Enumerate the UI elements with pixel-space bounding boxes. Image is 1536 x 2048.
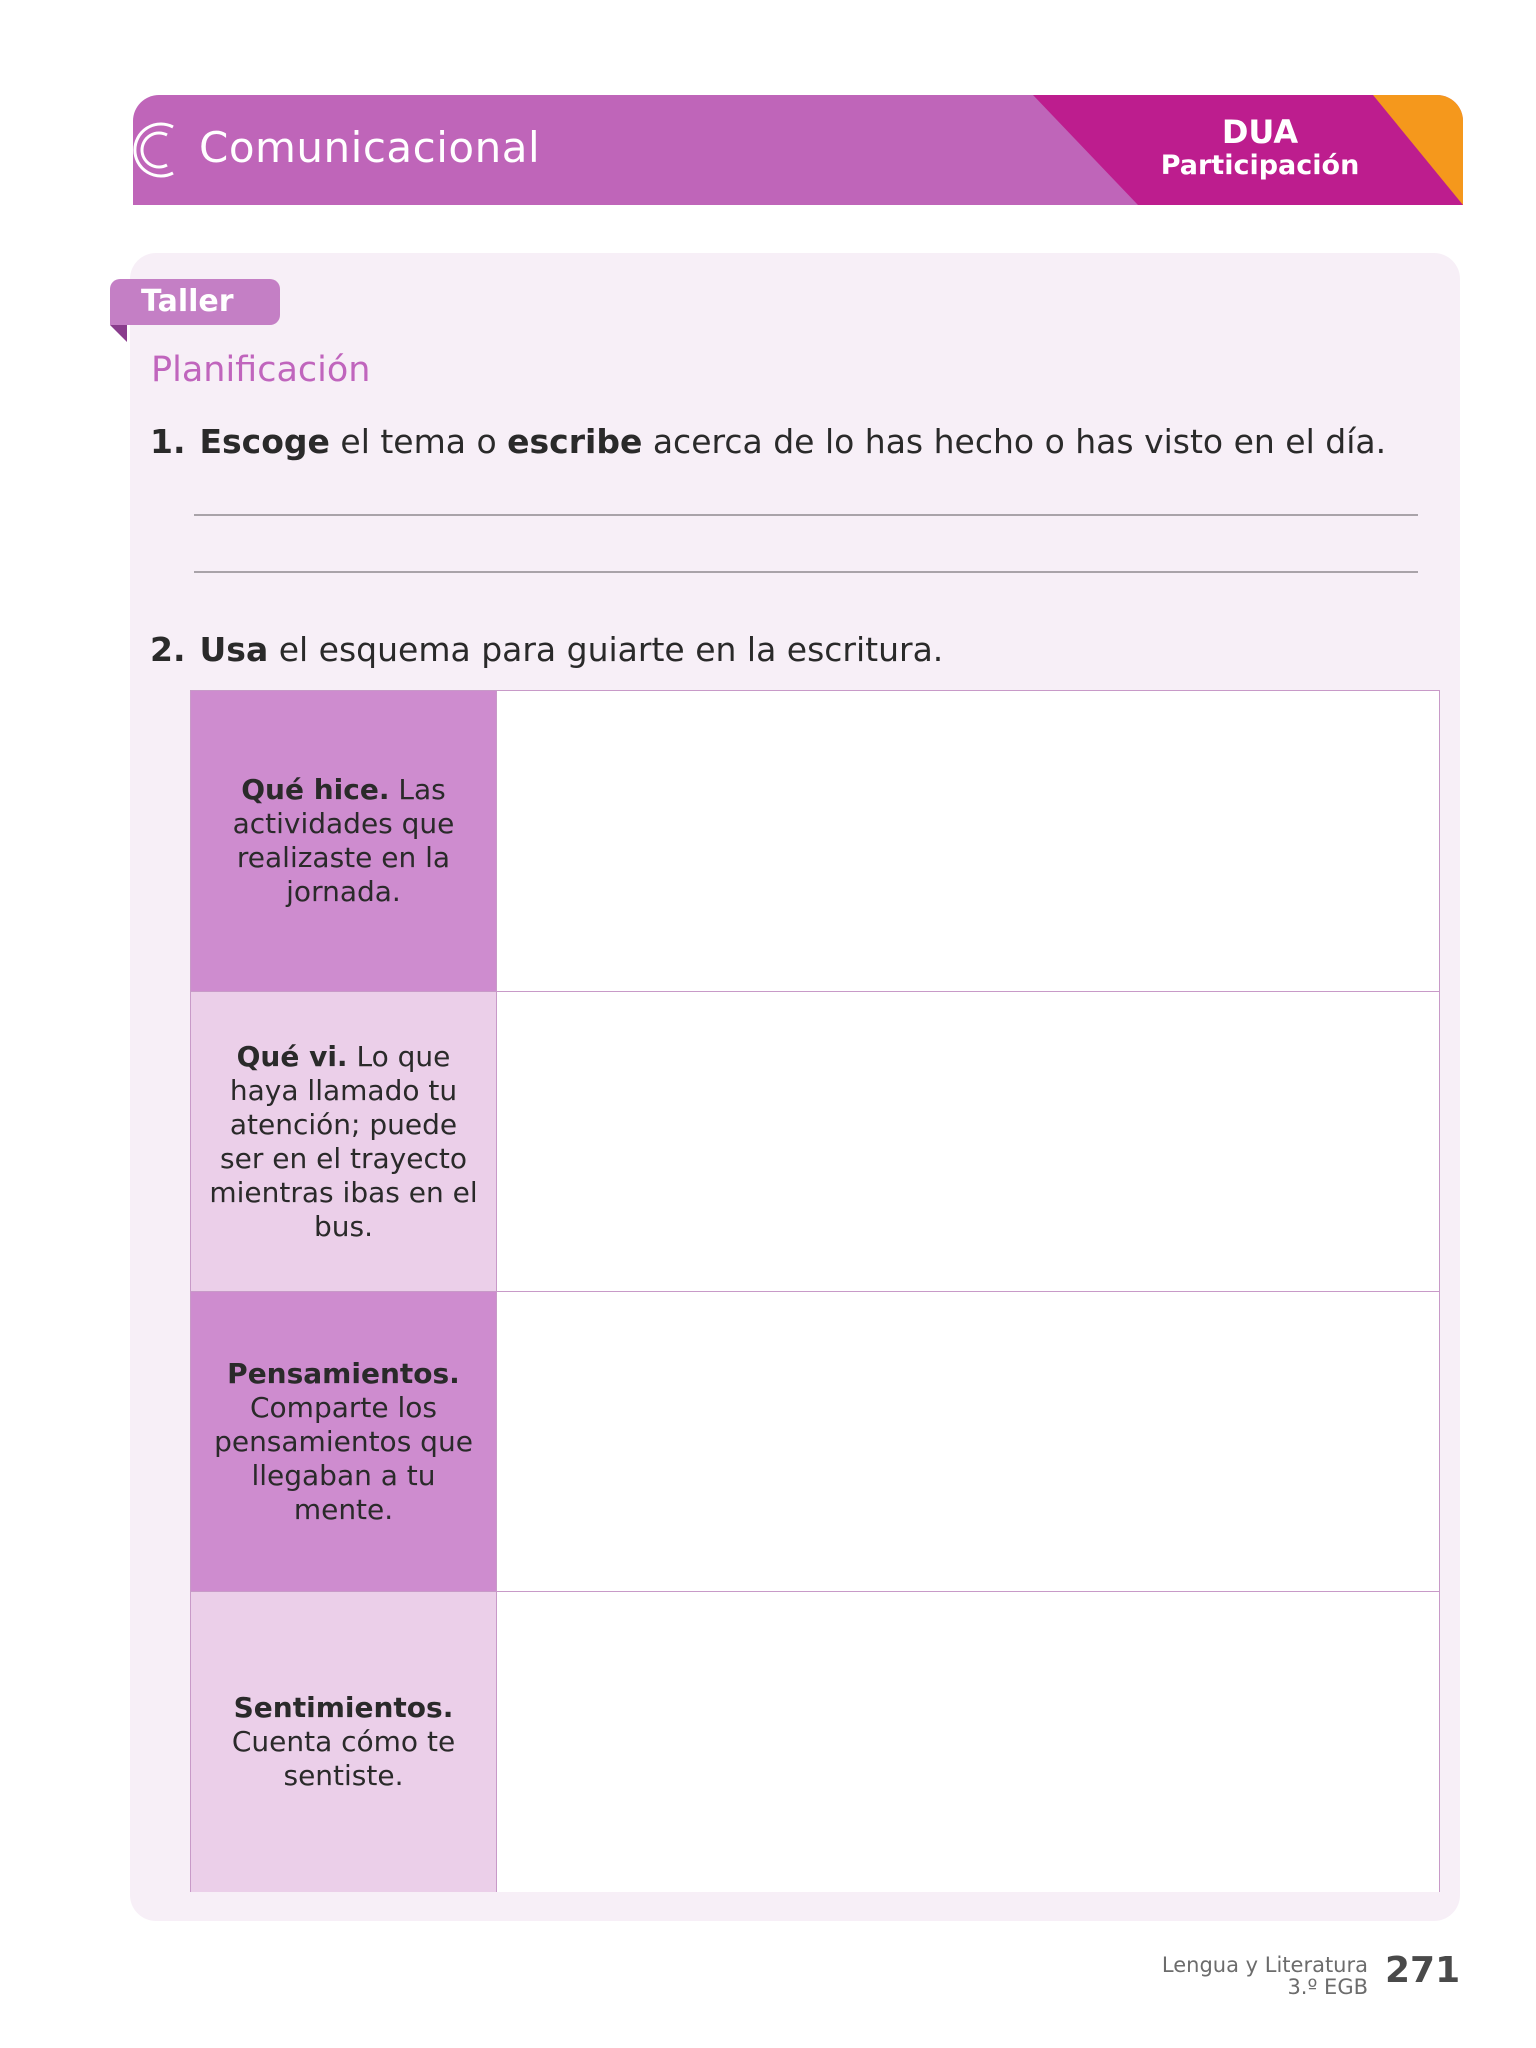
scheme-description: Las actividades que realizaste en la jornada.	[232, 773, 455, 908]
instruction-1	[150, 422, 1386, 461]
scheme-row	[191, 991, 1439, 1292]
scheme-row-label	[191, 992, 497, 1292]
scheme-row-label	[191, 691, 497, 991]
scheme-description: Comparte los pensamientos que llegaban a tu mente.	[214, 1391, 473, 1526]
instruction-text: el esquema para guiarte en la escritura.	[268, 630, 944, 669]
instruction-2	[150, 630, 943, 669]
scheme-row-label	[191, 1292, 497, 1592]
dua-label: DUA	[1221, 113, 1299, 151]
header-title: Comunicacional	[199, 123, 541, 172]
dua-sublabel: Participación	[1160, 150, 1360, 181]
instruction-text: acerca de lo has hecho o has visto en el día.	[642, 422, 1387, 461]
scheme-heading: Qué hice.	[241, 773, 390, 806]
book-grade: 3.º EGB	[1287, 1975, 1368, 1999]
instruction-number: 2.	[150, 630, 186, 669]
instruction-verb: Usa	[199, 630, 269, 669]
scheme-description: Cuenta cómo te sentiste.	[231, 1725, 456, 1792]
instruction-verb: Escoge	[199, 422, 330, 461]
instruction-text: el tema o	[329, 422, 508, 461]
writing-scheme-table	[190, 690, 1440, 1892]
taller-tab-fold	[110, 325, 127, 342]
scheme-heading: Sentimientos.	[233, 1691, 454, 1724]
scheme-heading: Qué vi.	[236, 1040, 348, 1073]
scheme-answer-box[interactable]	[497, 992, 1439, 1292]
scheme-description: Lo que haya llamado tu atención; puede ser en el trayecto mientras ibas en el bus.	[209, 1040, 478, 1243]
scheme-answer-box[interactable]	[497, 691, 1439, 991]
scheme-row	[191, 1591, 1439, 1892]
scheme-heading: Pensamientos.	[227, 1357, 460, 1390]
scheme-answer-box[interactable]	[497, 1592, 1439, 1892]
page-number: 271	[1385, 1950, 1461, 1991]
book-subject: Lengua y Literatura	[1161, 1953, 1368, 1977]
scheme-answer-box[interactable]	[497, 1292, 1439, 1592]
scheme-row	[191, 691, 1439, 991]
section-header	[133, 95, 1463, 205]
section-title: Planificación	[151, 350, 371, 390]
writing-line[interactable]	[194, 514, 1418, 516]
taller-tab: Taller	[110, 279, 280, 325]
comunicacional-c-icon	[133, 115, 179, 185]
instruction-verb: escribe	[507, 422, 643, 461]
writing-line[interactable]	[194, 571, 1418, 573]
instruction-number: 1.	[150, 422, 186, 461]
scheme-row-label	[191, 1592, 497, 1892]
book-title	[1162, 1954, 1368, 1998]
scheme-row	[191, 1291, 1439, 1592]
